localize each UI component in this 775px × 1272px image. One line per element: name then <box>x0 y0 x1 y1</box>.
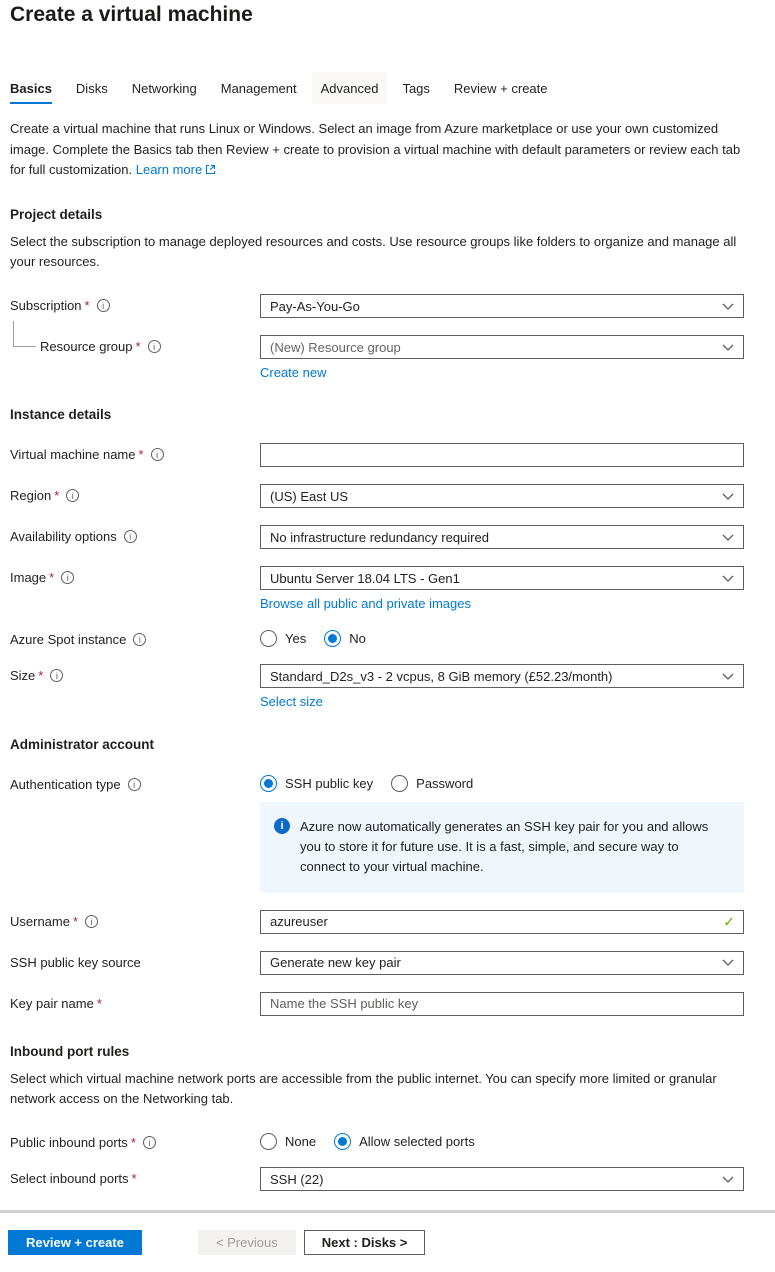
region-label: Region <box>10 488 52 504</box>
tab-disks[interactable]: Disks <box>75 81 108 96</box>
required-asterisk: * <box>138 447 144 463</box>
info-icon[interactable]: i <box>151 448 164 461</box>
field-row-username <box>10 910 744 934</box>
field-row-select-inbound-ports <box>10 1167 744 1191</box>
page-title: Create a virtual machine <box>10 3 253 26</box>
ssh-key-info-banner <box>260 802 744 892</box>
section-heading-project-details: Project details <box>10 206 103 222</box>
chevron-down-icon <box>722 344 734 351</box>
auth-radio-password[interactable]: Password <box>391 775 473 792</box>
radio-selected-icon <box>260 775 277 792</box>
availability-options-dropdown[interactable]: No infrastructure redundancy required <box>260 525 744 549</box>
field-row-public-inbound-ports <box>10 1131 744 1150</box>
info-banner-text: Azure now automatically generates an SSH key pair for you and allows you to store it for future use. It is a fast, simple, and secure way to connect to your virtual machine. <box>300 819 709 875</box>
subscription-label: Subscription <box>10 298 82 314</box>
azure-spot-radio-yes[interactable]: Yes <box>260 630 306 647</box>
radio-icon <box>260 1133 277 1150</box>
radio-selected-icon <box>324 630 341 647</box>
valid-check-icon: ✓ <box>723 913 735 930</box>
info-icon[interactable]: i <box>61 571 74 584</box>
size-label: Size <box>10 668 36 684</box>
section-heading-inbound-port-rules: Inbound port rules <box>10 1043 130 1059</box>
chevron-down-icon <box>722 303 734 310</box>
info-banner-row <box>10 802 744 892</box>
ports-radio-none[interactable]: None <box>260 1133 316 1150</box>
field-row-key-pair-name <box>10 992 744 1016</box>
select-inbound-ports-label: Select inbound ports <box>10 1171 129 1187</box>
info-icon[interactable]: i <box>97 299 110 312</box>
field-row-ssh-key-source <box>10 951 744 975</box>
required-asterisk: * <box>131 1171 137 1187</box>
field-row-availability-options <box>10 525 744 549</box>
ports-radio-allow-selected[interactable]: Allow selected ports <box>334 1133 475 1150</box>
info-icon[interactable]: i <box>124 530 137 543</box>
intro-text: Create a virtual machine that runs Linux or Windows. Select an image from Azure marketplace or use your own customized image. Complete the Basics tab then Review + create to provision a virtual machine with default parameters or review each tab for full customization. <box>10 121 741 178</box>
review-create-button[interactable]: Review + create <box>8 1230 142 1255</box>
select-size-link[interactable]: Select size <box>260 694 323 710</box>
field-row-region <box>10 484 744 508</box>
previous-button[interactable]: < Previous <box>198 1230 296 1255</box>
azure-spot-radio-no[interactable]: No <box>324 630 366 647</box>
chevron-down-icon <box>722 493 734 500</box>
chevron-down-icon <box>722 534 734 541</box>
tab-management[interactable]: Management <box>220 81 297 96</box>
tree-connector-line <box>13 321 36 347</box>
authentication-type-radio-group <box>260 773 744 792</box>
authentication-type-label: Authentication type <box>10 777 121 793</box>
tab-review-create[interactable]: Review + create <box>453 81 548 96</box>
info-icon[interactable]: i <box>128 778 141 791</box>
image-dropdown[interactable]: Ubuntu Server 18.04 LTS - Gen1 <box>260 566 744 590</box>
username-label: Username <box>10 913 70 929</box>
tab-tags[interactable]: Tags <box>402 81 430 96</box>
section-heading-administrator-account: Administrator account <box>10 737 155 753</box>
section-heading-instance-details: Instance details <box>10 407 112 423</box>
availability-options-label: Availability options <box>10 529 117 545</box>
size-dropdown[interactable]: Standard_D2s_v3 - 2 vcpus, 8 GiB memory (£52.23/month) <box>260 664 744 688</box>
browse-images-link[interactable]: Browse all public and private images <box>260 596 471 612</box>
image-label: Image <box>10 570 47 586</box>
info-icon[interactable]: i <box>50 669 63 682</box>
azure-spot-radio-group <box>260 628 744 647</box>
vm-name-input[interactable] <box>260 443 744 467</box>
key-pair-name-label: Key pair name <box>10 995 94 1011</box>
username-input[interactable] <box>260 910 744 934</box>
ssh-key-source-dropdown[interactable]: Generate new key pair <box>260 951 744 975</box>
info-icon[interactable]: i <box>143 1136 156 1149</box>
chevron-down-icon <box>722 959 734 966</box>
required-asterisk: * <box>49 570 55 586</box>
radio-selected-icon <box>334 1133 351 1150</box>
required-asterisk: * <box>38 668 44 684</box>
key-pair-name-input[interactable] <box>260 992 744 1016</box>
public-inbound-ports-label: Public inbound ports <box>10 1135 128 1151</box>
project-details-description: Select the subscription to manage deployed resources and costs. Use resource groups like folders to organize and manage all your resources. <box>10 233 737 270</box>
required-asterisk: * <box>84 298 90 314</box>
field-row-size <box>10 664 744 709</box>
required-asterisk: * <box>54 488 60 504</box>
azure-spot-label: Azure Spot instance <box>10 632 127 648</box>
resource-group-label: Resource group <box>40 339 133 355</box>
intro-paragraph <box>10 119 744 182</box>
required-asterisk: * <box>135 339 141 355</box>
field-row-vm-name <box>10 443 744 467</box>
footer-actions <box>0 1213 775 1272</box>
create-new-link[interactable]: Create new <box>260 365 327 381</box>
field-row-resource-group <box>10 335 744 380</box>
required-asterisk: * <box>130 1135 136 1151</box>
resource-group-dropdown[interactable]: (New) Resource group <box>260 335 744 359</box>
subscription-dropdown[interactable]: Pay-As-You-Go <box>260 294 744 318</box>
learn-more-link[interactable]: Learn more <box>136 162 216 177</box>
auth-radio-ssh-public-key[interactable]: SSH public key <box>260 775 373 792</box>
info-icon[interactable]: i <box>133 633 146 646</box>
create-vm-page <box>0 3 775 1191</box>
external-link-icon <box>205 161 216 182</box>
tab-basics[interactable]: Basics <box>10 72 52 104</box>
chevron-down-icon <box>722 673 734 680</box>
region-dropdown[interactable]: (US) East US <box>260 484 744 508</box>
select-inbound-ports-dropdown[interactable]: SSH (22) <box>260 1167 744 1191</box>
tab-networking[interactable]: Networking <box>131 81 197 96</box>
radio-icon <box>260 630 277 647</box>
wizard-tabs <box>10 72 744 104</box>
info-filled-icon: i <box>274 818 290 834</box>
field-row-azure-spot <box>10 628 744 647</box>
public-inbound-ports-radio-group <box>260 1131 744 1150</box>
chevron-down-icon <box>722 575 734 582</box>
vm-name-label: Virtual machine name <box>10 447 136 463</box>
required-asterisk: * <box>96 995 102 1011</box>
next-disks-button[interactable]: Next : Disks > <box>304 1230 426 1255</box>
radio-icon <box>391 775 408 792</box>
inbound-port-rules-description: Select which virtual machine network ports are accessible from the public internet. You can specify more limited or granular network access on the Networking tab. <box>10 1070 717 1107</box>
info-icon[interactable]: i <box>66 489 79 502</box>
field-row-image <box>10 566 744 611</box>
chevron-down-icon <box>722 1176 734 1183</box>
info-icon[interactable]: i <box>148 340 161 353</box>
info-icon[interactable]: i <box>85 915 98 928</box>
field-row-subscription <box>10 294 744 318</box>
required-asterisk: * <box>72 913 79 929</box>
field-row-authentication-type <box>10 773 744 792</box>
tab-advanced[interactable]: Advanced <box>312 72 388 104</box>
ssh-key-source-label: SSH public key source <box>10 954 141 970</box>
